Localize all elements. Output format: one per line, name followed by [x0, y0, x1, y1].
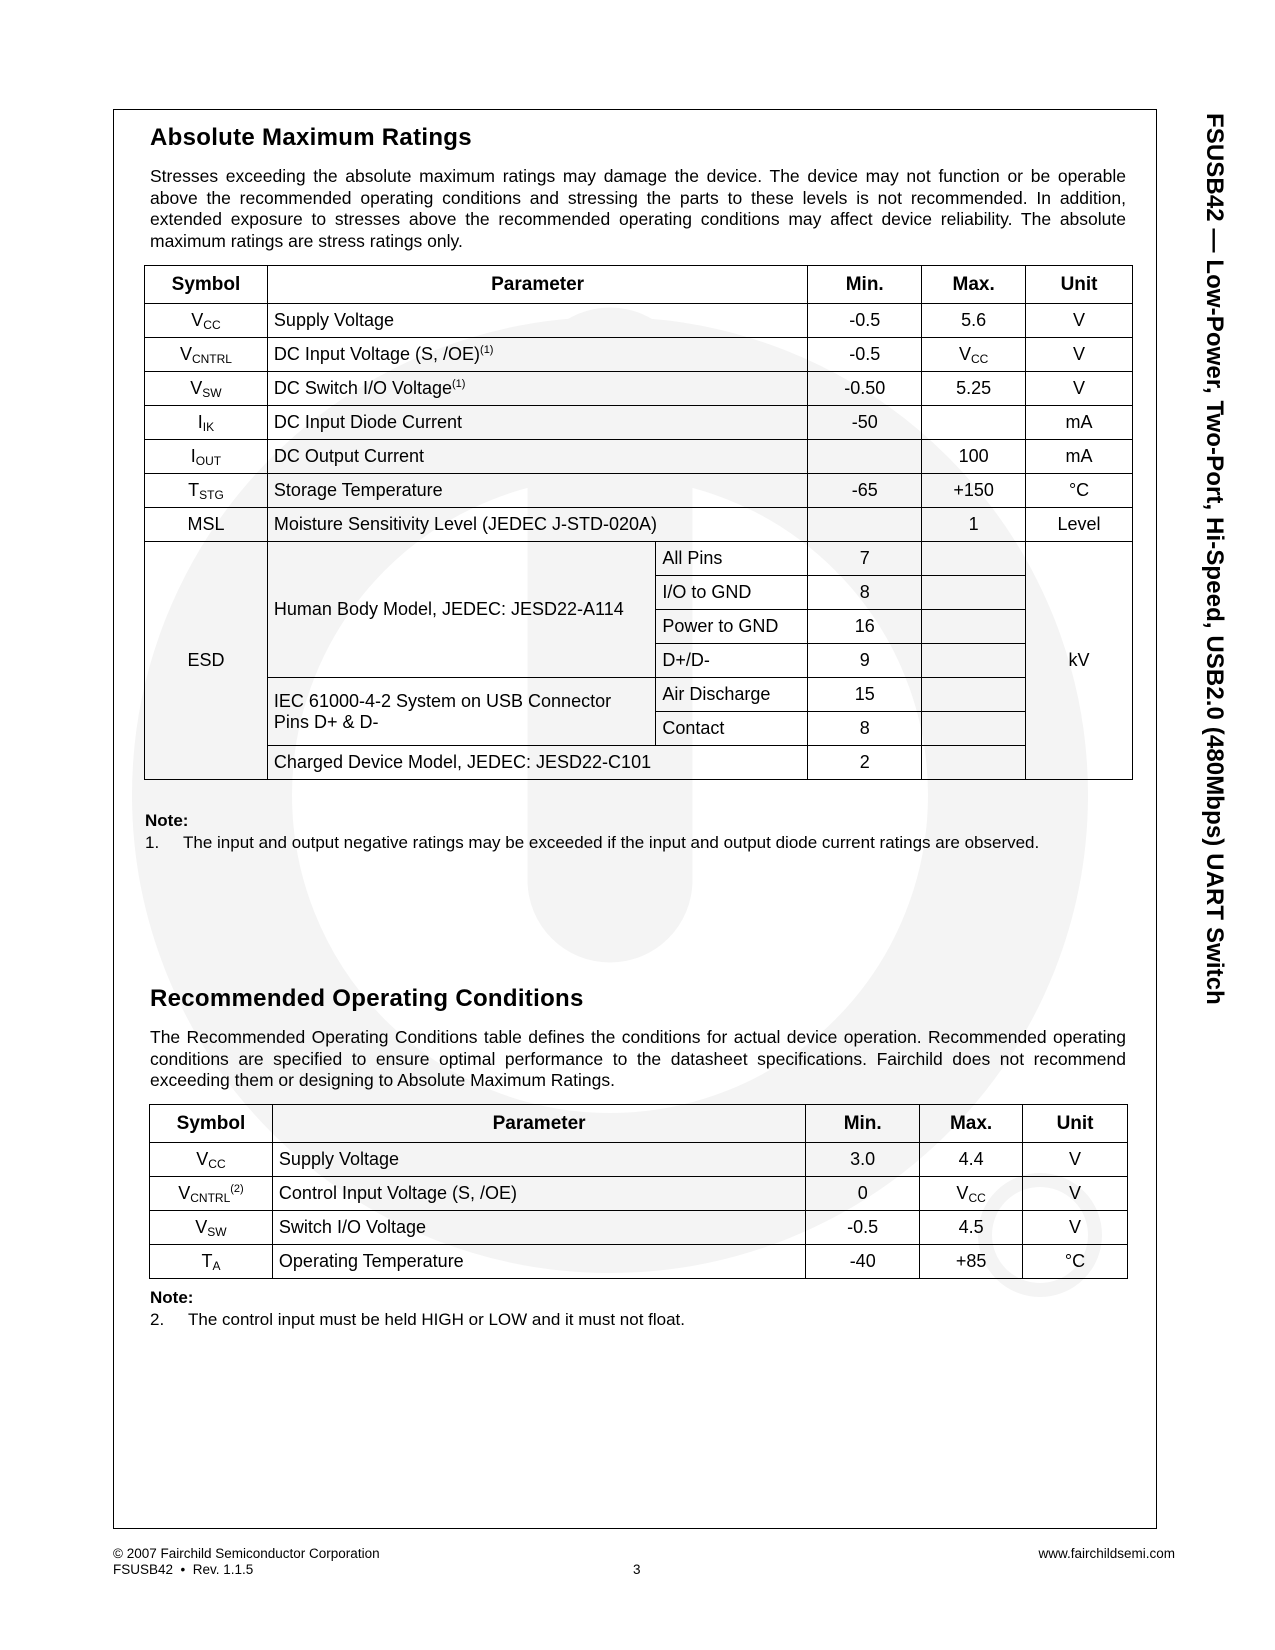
unit-value: V [1069, 1149, 1082, 1169]
symbol-subscript: CC [203, 317, 221, 332]
max-cell [922, 508, 1026, 542]
min-cell [808, 474, 922, 508]
symbol-cell [145, 440, 268, 474]
max-subscript: CC [968, 1190, 986, 1205]
symbol-subscript: CC [208, 1156, 226, 1171]
max-value: +85 [955, 1251, 987, 1271]
unit-value: V [1073, 344, 1086, 364]
symbol-cell [150, 1211, 273, 1245]
max-cell [922, 372, 1026, 406]
symbol-subscript: SW [202, 385, 222, 400]
footnote-ref: (1) [480, 344, 494, 356]
symbol-subscript: CNTRL [191, 351, 232, 366]
parameter-text: Moisture Sensitivity Level (JEDEC J-STD-020A) [273, 514, 658, 534]
esd-value: 8 [808, 576, 922, 610]
unit-value: V [1073, 378, 1086, 398]
symbol-cell [150, 1245, 273, 1279]
table-row [150, 1143, 1128, 1177]
esd-value: 15 [808, 678, 922, 712]
min-value: -50 [851, 412, 878, 432]
esd-max-empty [922, 746, 1026, 780]
max-cell [920, 1143, 1023, 1177]
table-row [145, 406, 1133, 440]
symbol-subscript: IK [202, 419, 215, 434]
esd-max-empty [922, 610, 1026, 644]
min-cell [806, 1143, 920, 1177]
parameter-text: Supply Voltage [278, 1149, 400, 1169]
table-row [145, 338, 1133, 372]
max-symbol: V [958, 343, 971, 364]
symbol-text: MSL [187, 514, 225, 534]
table-row [150, 1177, 1128, 1211]
symbol-cell [145, 304, 268, 338]
header-min: Min. [806, 1105, 920, 1143]
parameter-cell [267, 372, 807, 406]
symbol-text: T [201, 1250, 213, 1271]
parameter-text: Operating Temperature [278, 1251, 464, 1271]
unit-cell [1026, 508, 1133, 542]
table-row [145, 474, 1133, 508]
header-unit: Unit [1023, 1105, 1128, 1143]
symbol-cell [150, 1143, 273, 1177]
unit-value: Level [1057, 514, 1101, 534]
symbol-subscript: CNTRL [190, 1190, 231, 1205]
footer-left [113, 1546, 380, 1578]
parameter-text: DC Switch I/O Voltage [273, 378, 452, 398]
note-text: The control input must be held HIGH or LOW and it must not float. [188, 1310, 686, 1329]
unit-value: V [1069, 1183, 1082, 1203]
header-min: Min. [808, 266, 922, 304]
min-value: -0.5 [847, 1217, 879, 1237]
esd-cdm-label: Charged Device Model, JEDEC: JESD22-C101 [267, 746, 807, 780]
symbol-text: T [188, 479, 200, 500]
roc-note [150, 1287, 1130, 1331]
symbol-text: V [178, 1182, 191, 1203]
max-cell [922, 338, 1026, 372]
esd-condition: Contact [656, 712, 808, 746]
parameter-text: Switch I/O Voltage [278, 1217, 426, 1237]
max-cell [922, 474, 1026, 508]
parameter-cell [272, 1177, 805, 1211]
esd-condition: All Pins [656, 542, 808, 576]
parameter-cell [267, 304, 807, 338]
esd-max-empty [922, 542, 1026, 576]
min-value: 0 [857, 1183, 868, 1203]
max-cell [920, 1177, 1023, 1211]
parameter-cell [267, 406, 807, 440]
symbol-cell [145, 508, 268, 542]
min-value: -0.5 [849, 344, 881, 364]
roc-intro: The Recommended Operating Conditions table defines the conditions for actual device operation. Recommended operating conditions are specified to ensure optimal performance to the datasheet specifications. Fairchild does not recommend exceeding them or designing to Absolute Maximum Ratings. [150, 1027, 1126, 1090]
esd-value: 8 [808, 712, 922, 746]
footer-website[interactable]: www.fairchildsemi.com [1038, 1546, 1175, 1561]
document-title-text: FSUSB42 — Low-Power, Two-Port, Hi-Speed, USB2.0 (480Mbps) UART Switch [1201, 113, 1228, 1005]
max-value: 100 [958, 446, 989, 466]
footer-part-rev: FSUSB42 • Rev. 1.1.5 [113, 1562, 254, 1577]
unit-cell [1023, 1177, 1128, 1211]
symbol-text: V [190, 377, 203, 398]
esd-max-empty [922, 644, 1026, 678]
note-number: 2. [150, 1310, 165, 1329]
table-row [145, 542, 1133, 576]
esd-symbol: ESD [145, 542, 268, 780]
max-cell [922, 440, 1026, 474]
min-cell [806, 1245, 920, 1279]
unit-cell [1026, 372, 1133, 406]
note-number: 1. [145, 833, 160, 852]
table-row [145, 372, 1133, 406]
esd-condition: Air Discharge [656, 678, 808, 712]
esd-unit: kV [1026, 542, 1133, 780]
footer-page-number: 3 [633, 1562, 641, 1577]
symbol-subscript: OUT [195, 453, 222, 468]
symbol-text: V [179, 343, 192, 364]
unit-cell [1026, 474, 1133, 508]
esd-max-empty [922, 576, 1026, 610]
min-cell [808, 372, 922, 406]
symbol-cell [145, 406, 268, 440]
parameter-cell [267, 508, 807, 542]
max-cell [920, 1245, 1023, 1279]
symbol-subscript: A [212, 1258, 221, 1273]
symbol-cell [145, 372, 268, 406]
esd-value: 7 [808, 542, 922, 576]
symbol-cell [145, 474, 268, 508]
abs-max-table [144, 265, 1133, 780]
unit-value: °C [1068, 480, 1090, 500]
note-heading: Note: [145, 811, 189, 830]
esd-condition: I/O to GND [656, 576, 808, 610]
symbol-subscript: STG [199, 487, 224, 502]
footnote-ref: (1) [452, 378, 466, 390]
table-row [145, 508, 1133, 542]
header-parameter: Parameter [267, 266, 807, 304]
esd-hbm-label: Human Body Model, JEDEC: JESD22-A114 [267, 542, 655, 678]
parameter-text: DC Input Voltage (S, /OE) [273, 344, 481, 364]
parameter-cell [272, 1245, 805, 1279]
symbol-text: I [190, 445, 196, 466]
min-value: -65 [851, 480, 878, 500]
symbol-text: V [191, 309, 204, 330]
esd-max-empty [922, 678, 1026, 712]
parameter-text: Storage Temperature [273, 480, 443, 500]
table-row [145, 746, 1133, 780]
esd-value: 9 [808, 644, 922, 678]
abs-note [145, 810, 1135, 854]
note-text: The input and output negative ratings may be exceeded if the input and output diode current ratings are observed. [183, 833, 1040, 852]
esd-iec-label: IEC 61000-4-2 System on USB Connector Pins D+ & D- [267, 678, 655, 746]
symbol-text: I [197, 411, 203, 432]
symbol-cell [145, 338, 268, 372]
max-subscript: CC [970, 351, 989, 366]
note-item [145, 832, 1135, 854]
unit-cell [1026, 304, 1133, 338]
min-cell [806, 1177, 920, 1211]
min-value: 3.0 [850, 1149, 876, 1169]
footer-copyright: © 2007 Fairchild Semiconductor Corporation [113, 1546, 380, 1561]
header-symbol: Symbol [145, 266, 268, 304]
unit-cell [1023, 1211, 1128, 1245]
table-row [150, 1211, 1128, 1245]
max-value: 4.5 [958, 1217, 984, 1237]
header-unit: Unit [1026, 266, 1133, 304]
unit-value: mA [1065, 446, 1093, 466]
min-value: -0.5 [849, 310, 881, 330]
max-value: 4.4 [958, 1149, 984, 1169]
parameter-text: Supply Voltage [273, 310, 395, 330]
min-value: -0.50 [844, 378, 886, 398]
abs-max-title: Absolute Maximum Ratings [150, 124, 472, 151]
max-value: 1 [968, 514, 979, 534]
unit-cell [1026, 406, 1133, 440]
unit-value: mA [1065, 412, 1093, 432]
unit-value: V [1073, 310, 1086, 330]
table-row [150, 1245, 1128, 1279]
max-value: 5.25 [956, 378, 992, 398]
parameter-cell [272, 1211, 805, 1245]
min-cell [808, 338, 922, 372]
max-symbol: V [956, 1182, 969, 1203]
parameter-text: DC Input Diode Current [273, 412, 463, 432]
min-value: -40 [849, 1251, 876, 1271]
table-header-row [145, 266, 1133, 304]
header-parameter: Parameter [272, 1105, 805, 1143]
max-cell [922, 406, 1026, 440]
table-row [145, 440, 1133, 474]
unit-cell [1026, 440, 1133, 474]
abs-max-intro: Stresses exceeding the absolute maximum ratings may damage the device. The device may not function or be operable above the recommended operating conditions and stressing the parts to these levels is not recommended. In addition, extended exposure to stresses above the recommended operating conditions may affect device reliability. The absolute maximum ratings are stress ratings only. [150, 166, 1126, 251]
symbol-text: V [195, 1216, 208, 1237]
max-value: 5.6 [961, 310, 987, 330]
min-cell [808, 304, 922, 338]
parameter-cell [267, 338, 807, 372]
symbol-subscript: SW [207, 1224, 227, 1239]
table-header-row [150, 1105, 1128, 1143]
unit-cell [1023, 1143, 1128, 1177]
esd-condition: D+/D- [656, 644, 808, 678]
header-symbol: Symbol [150, 1105, 273, 1143]
header-max: Max. [920, 1105, 1023, 1143]
note-item [150, 1309, 1130, 1331]
min-cell [808, 440, 922, 474]
parameter-text: DC Output Current [273, 446, 424, 466]
unit-cell [1026, 338, 1133, 372]
symbol-text: V [196, 1148, 209, 1169]
table-row [145, 678, 1133, 712]
header-max: Max. [922, 266, 1026, 304]
roc-title: Recommended Operating Conditions [150, 985, 584, 1012]
parameter-cell [267, 440, 807, 474]
footnote-ref: (2) [230, 1182, 244, 1195]
unit-value: V [1069, 1217, 1082, 1237]
table-row [145, 304, 1133, 338]
unit-value: °C [1064, 1251, 1086, 1271]
esd-max-empty [922, 712, 1026, 746]
symbol-cell [150, 1177, 273, 1211]
parameter-cell [267, 474, 807, 508]
esd-value: 16 [808, 610, 922, 644]
parameter-cell [272, 1143, 805, 1177]
max-cell [922, 304, 1026, 338]
unit-cell [1023, 1245, 1128, 1279]
parameter-text: Control Input Voltage (S, /OE) [278, 1183, 518, 1203]
side-document-title [1200, 113, 1230, 1033]
note-heading: Note: [150, 1288, 194, 1307]
max-cell [920, 1211, 1023, 1245]
min-cell [808, 406, 922, 440]
min-cell [808, 508, 922, 542]
esd-condition: Power to GND [656, 610, 808, 644]
esd-value: 2 [808, 746, 922, 780]
min-cell [806, 1211, 920, 1245]
roc-table [149, 1104, 1128, 1279]
max-value: +150 [953, 480, 994, 500]
